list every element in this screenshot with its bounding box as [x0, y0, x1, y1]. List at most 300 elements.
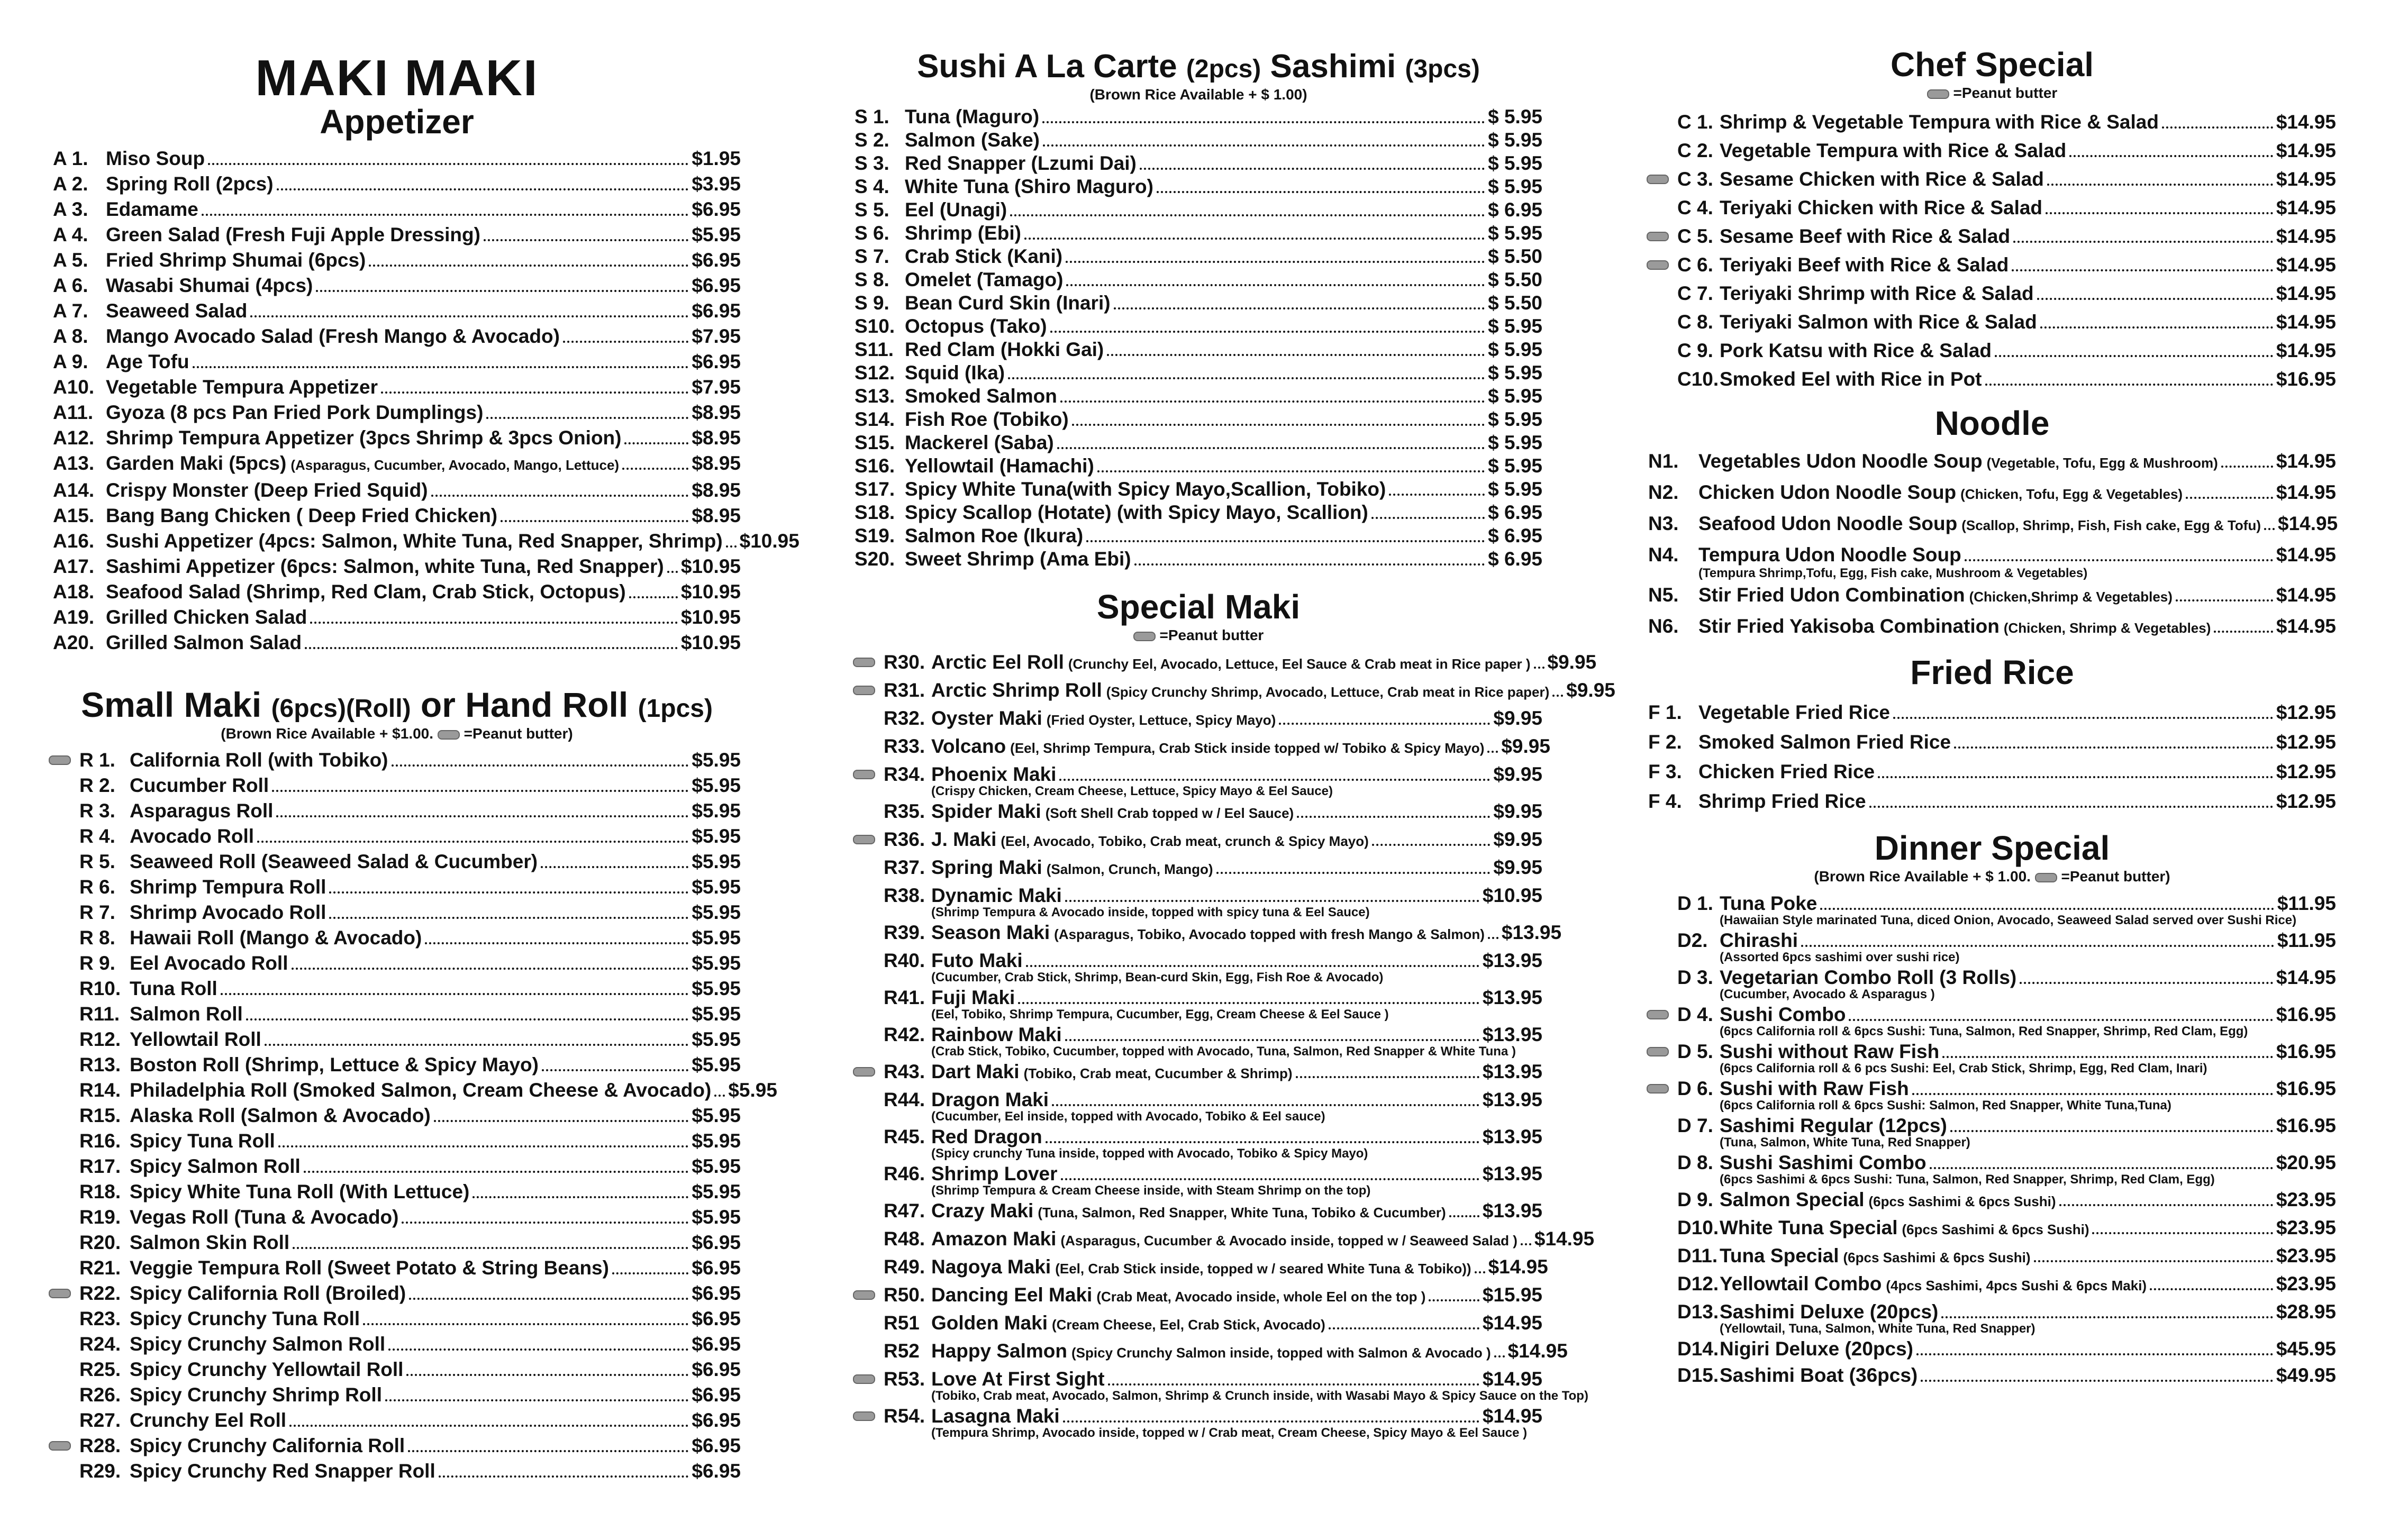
dot-leader	[501, 520, 688, 522]
item-subdescription: (Tempura Shrimp,Tofu, Egg, Fish cake, Mushroom & Vegetables)	[1698, 566, 2088, 580]
peanut-butter-icon	[2035, 873, 2057, 882]
menu-item	[884, 1124, 1542, 1150]
menu-item	[1677, 1187, 2336, 1215]
dot-leader	[329, 917, 688, 919]
dot-leader	[563, 341, 688, 343]
item-name: Crispy Monster (Deep Fried Squid)	[106, 479, 428, 501]
dot-leader	[257, 841, 688, 843]
item-description: (6pcs Sashimi & 6pcs Sushi)	[1868, 1193, 2056, 1209]
item-price: $ 6.95	[1488, 525, 1542, 546]
item-name: Teriyaki Chicken with Rice & Salad	[1720, 197, 2043, 218]
item-name: White Tuna (Shiro Maguro)	[905, 176, 1153, 197]
dot-leader	[1050, 331, 1485, 333]
dot-leader	[484, 239, 688, 241]
item-code: A20.	[53, 632, 95, 653]
dot-leader	[1018, 1002, 1479, 1004]
item-price: $ 6.95	[1488, 502, 1542, 523]
item-price: $13.95	[1482, 1126, 1542, 1147]
item-name: California Roll (with Tobiko)	[130, 749, 388, 771]
item-name: Octopus (Tako)	[905, 315, 1047, 337]
menu-item	[79, 1205, 741, 1230]
item-price: $14.95	[2276, 615, 2336, 637]
dot-leader	[2047, 184, 2273, 186]
item-code: A 1.	[53, 148, 88, 169]
dot-leader	[1060, 400, 1485, 403]
item-code: C 4.	[1677, 197, 1713, 218]
dot-leader	[316, 290, 688, 292]
small-maki-list	[79, 748, 777, 1484]
menu-item	[1677, 890, 2336, 917]
menu-item	[855, 222, 1542, 245]
item-name: Arctic Eel Roll	[931, 651, 1064, 673]
item-description: (Asparagus, Cucumber & Avocado inside, topped w / Seaweed Salad )	[1060, 1233, 1517, 1249]
item-code: S 1.	[855, 106, 889, 127]
item-price: $14.95	[2276, 584, 2336, 606]
item-price: $13.95	[1482, 1089, 1542, 1110]
item-price: $13.95	[1482, 1163, 1542, 1184]
item-code: R33.	[884, 735, 925, 757]
menu-item	[884, 1226, 1595, 1254]
item-code: D 8.	[1677, 1152, 1713, 1173]
dot-leader	[406, 1374, 688, 1376]
item-name: Phoenix Maki	[931, 763, 1057, 785]
item-price: $11.95	[2277, 892, 2336, 914]
item-name: Omelet (Tamago)	[905, 269, 1064, 290]
item-price: $8.95	[692, 427, 741, 449]
dot-leader	[2037, 298, 2273, 300]
item-code: R 3.	[79, 800, 115, 822]
menu-item	[53, 554, 741, 579]
item-price: $14.95	[1534, 1228, 1595, 1250]
dot-leader	[1921, 1380, 2273, 1382]
item-price: $9.95	[1566, 679, 1615, 701]
item-name: Salmon Special	[1720, 1189, 1865, 1210]
item-subdescription: (Tuna, Salmon, White Tuna, Red Snapper)	[1720, 1135, 1970, 1150]
item-price: $5.95	[692, 1181, 741, 1202]
menu-item	[884, 677, 1615, 705]
noodle-heading: Noodle	[1934, 404, 2050, 442]
item-subdescription: (6pcs Sashimi & 6pcs Sushi: Tuna, Salmon, Red Snapper, Shrimp, Red Clam, Egg)	[1720, 1172, 2215, 1187]
menu-item	[79, 824, 741, 849]
item-price: $1.95	[692, 148, 741, 169]
item-code: A19.	[53, 606, 95, 628]
menu-item	[1648, 612, 2336, 643]
menu-item	[1677, 1076, 2336, 1102]
item-price: $9.95	[1501, 735, 1550, 757]
menu-item	[53, 248, 741, 273]
item-price: $5.95	[692, 1206, 741, 1228]
menu-item	[1648, 478, 2336, 509]
item-code: R53.	[884, 1368, 925, 1390]
item-name: Arctic Shrimp Roll	[931, 679, 1102, 701]
item-code: D 7.	[1677, 1115, 1713, 1136]
dot-leader	[409, 1298, 688, 1300]
item-price: $9.95	[1493, 828, 1542, 850]
item-price: $5.95	[692, 749, 741, 771]
menu-item	[79, 798, 741, 824]
dot-leader	[486, 417, 688, 419]
item-code: D 5.	[1677, 1041, 1713, 1062]
special-maki-note: =Peanut butter	[855, 627, 1542, 644]
item-name: Vegetable Tempura with Rice & Salad	[1720, 140, 2067, 161]
item-price: $5.95	[692, 1155, 741, 1177]
dot-leader	[1108, 1383, 1479, 1386]
item-name: Vegas Roll (Tuna & Avocado)	[130, 1206, 399, 1228]
item-price: $14.95	[1482, 1312, 1542, 1334]
dot-leader	[2092, 1232, 2273, 1234]
dot-leader	[1942, 1056, 2273, 1058]
menu-item	[79, 1128, 741, 1154]
item-code: A12.	[53, 427, 95, 449]
item-price: $5.95	[692, 927, 741, 949]
dot-leader	[1329, 1327, 1479, 1329]
item-price: $14.95	[2276, 481, 2336, 503]
item-code: R10.	[79, 978, 121, 999]
item-code: R54.	[884, 1405, 925, 1427]
item-price: $ 5.95	[1488, 106, 1542, 127]
peanut-butter-icon	[853, 770, 875, 779]
item-price: $11.95	[2277, 930, 2336, 951]
item-name: Chicken Udon Noodle Soup	[1698, 481, 1957, 503]
item-price: $ 5.95	[1488, 408, 1542, 430]
item-price: $12.95	[2276, 790, 2336, 812]
menu-item	[1677, 1001, 2336, 1028]
item-code: R38.	[884, 885, 925, 906]
item-name: Garden Maki (5pcs)	[106, 452, 287, 474]
dot-leader	[2059, 1204, 2273, 1206]
item-price: $8.95	[692, 452, 741, 474]
item-code: R 2.	[79, 774, 115, 796]
item-code: S 3.	[855, 152, 889, 174]
item-name: Spicy White Tuna(with Spicy Mayo,Scallion, Tobiko)	[905, 478, 1386, 500]
dot-leader	[2034, 1260, 2273, 1262]
menu-item	[884, 649, 1597, 677]
item-price: $9.95	[1493, 763, 1542, 785]
item-price: $14.95	[2276, 197, 2336, 218]
item-price: $13.95	[1482, 950, 1542, 971]
item-code: A13.	[53, 452, 95, 474]
dot-leader	[1878, 776, 2273, 778]
item-price: $6.95	[692, 351, 741, 372]
appetizer-heading: Appetizer	[320, 103, 474, 141]
menu-item	[855, 524, 1542, 548]
item-code: R43.	[884, 1061, 925, 1082]
item-name: Spicy Salmon Roll	[130, 1155, 301, 1177]
dot-leader	[293, 1247, 688, 1249]
dot-leader	[276, 815, 688, 817]
dot-leader	[1216, 872, 1491, 874]
item-code: R44.	[884, 1089, 925, 1110]
menu-item	[884, 1282, 1542, 1310]
item-code: D 3.	[1677, 967, 1713, 988]
item-name: Sashimi Deluxe (20pcs)	[1720, 1301, 1939, 1323]
item-price: $5.95	[692, 876, 741, 898]
dot-leader	[612, 1272, 688, 1274]
item-price: $5.95	[692, 952, 741, 974]
item-code: R51	[884, 1312, 920, 1334]
item-description: (Asparagus, Tobiko, Avocado topped with fresh Mango & Salmon)	[1054, 926, 1485, 942]
menu-item	[884, 705, 1542, 733]
item-name: Shrimp Tempura Roll	[130, 876, 326, 898]
item-name: Spicy Tuna Roll	[130, 1130, 275, 1152]
item-subdescription: (Tempura Shrimp, Avocado inside, topped w / Crab meat, Cream Cheese, Spicy Mayo & Eel Sauce )	[931, 1426, 1528, 1440]
dot-leader	[265, 1044, 689, 1046]
item-code: R28.	[79, 1435, 121, 1456]
menu-item	[53, 197, 741, 222]
item-subdescription: (Cucumber, Eel inside, topped with Avocado, Tobiko & Eel sauce)	[931, 1109, 1325, 1124]
menu-item	[855, 501, 1542, 524]
item-price: $ 5.50	[1488, 292, 1542, 314]
item-code: N4.	[1648, 544, 1679, 566]
item-name: Spicy Crunchy California Roll	[130, 1435, 405, 1456]
menu-item	[1677, 308, 2336, 336]
small-maki-heading: Small Maki (6pcs)(Roll) or Hand Roll (1pcs)	[81, 685, 713, 724]
dot-leader	[250, 315, 688, 317]
item-code: R23.	[79, 1308, 121, 1329]
dot-leader	[1820, 908, 2274, 910]
item-name: Tuna Poke	[1720, 892, 1817, 914]
menu-item	[79, 1357, 741, 1382]
item-price: $14.95	[2276, 283, 2336, 304]
menu-item	[79, 1306, 741, 1332]
item-code: R20.	[79, 1232, 121, 1253]
dot-leader	[1389, 494, 1485, 496]
dot-leader	[289, 1425, 688, 1427]
item-name: Lasagna Maki	[931, 1405, 1060, 1427]
menu-item	[884, 1254, 1548, 1282]
noodle-list	[1648, 446, 2336, 643]
menu-item	[855, 361, 1542, 385]
menu-item	[884, 947, 1542, 974]
dot-leader	[667, 571, 678, 573]
item-description: (Chicken,Shrimp & Vegetables)	[1969, 589, 2173, 605]
item-price: $ 5.95	[1488, 176, 1542, 197]
item-name: Grilled Chicken Salad	[106, 606, 307, 628]
item-price: $6.95	[692, 1384, 741, 1406]
item-code: R26.	[79, 1384, 121, 1406]
dot-leader	[1057, 447, 1485, 449]
item-name: Salmon Roe (Ikura)	[905, 525, 1084, 546]
item-price: $6.95	[692, 1333, 741, 1355]
item-price: $6.95	[692, 1460, 741, 1482]
item-price: $6.95	[692, 1257, 741, 1279]
item-code: R31.	[884, 679, 925, 701]
dot-leader	[221, 993, 689, 995]
dot-leader	[431, 495, 689, 497]
menu-item	[884, 761, 1542, 788]
item-name: Asparagus Roll	[130, 800, 274, 822]
item-code: S18.	[855, 502, 895, 523]
item-code: S 8.	[855, 269, 889, 290]
item-price: $9.95	[1547, 651, 1597, 673]
dot-leader	[622, 468, 688, 470]
menu-item	[855, 431, 1542, 454]
item-code: R29.	[79, 1460, 121, 1482]
item-name: Fuji Maki	[931, 987, 1015, 1008]
menu-item	[1677, 1150, 2336, 1176]
item-code: F 3.	[1648, 761, 1682, 782]
item-name: Chicken Fried Rice	[1698, 761, 1875, 782]
item-description: (Soft Shell Crab topped w / Eel Sauce)	[1045, 805, 1294, 821]
peanut-butter-icon	[1647, 1047, 1669, 1056]
item-code: R15.	[79, 1105, 121, 1126]
item-price: $12.95	[2276, 701, 2336, 723]
item-code: A15.	[53, 505, 95, 526]
item-name: Sesame Chicken with Rice & Salad	[1720, 168, 2044, 190]
dot-leader	[1552, 695, 1563, 697]
item-name: Season Maki	[931, 922, 1050, 943]
item-name: Nigiri Deluxe (20pcs)	[1720, 1338, 1914, 1360]
item-price: $14.95	[2276, 967, 2336, 988]
item-name: Sushi Appetizer (4pcs: Salmon, White Tuna, Red Snapper, Shrimp)	[106, 530, 723, 552]
item-price: $5.95	[692, 978, 741, 999]
peanut-butter-icon	[1647, 1010, 1669, 1019]
item-code: R18.	[79, 1181, 121, 1202]
item-name: Spicy Crunchy Tuna Roll	[130, 1308, 360, 1329]
item-code: S16.	[855, 455, 895, 477]
menu-item	[79, 1001, 741, 1027]
item-code: D10.	[1677, 1217, 1719, 1238]
dot-leader	[1065, 1039, 1479, 1041]
dot-leader	[1010, 214, 1485, 216]
item-price: $ 5.95	[1488, 455, 1542, 477]
item-code: R41.	[884, 987, 925, 1008]
item-code: R 6.	[79, 876, 115, 898]
item-description: (6pcs Sashimi & 6pcs Sushi)	[1843, 1250, 2031, 1265]
menu-item	[79, 1154, 741, 1179]
item-code: R39.	[884, 922, 925, 943]
peanut-butter-icon	[853, 1411, 875, 1421]
item-code: D 6.	[1677, 1078, 1713, 1099]
item-name: Shrimp Fried Rice	[1698, 790, 1866, 812]
dot-leader	[1063, 1420, 1479, 1423]
item-subdescription: (6pcs California roll & 6pcs Sushi: Tuna, Salmon, Red Snapper, Shrimp, Red Clam, Egg)	[1720, 1024, 2248, 1038]
menu-item	[884, 1022, 1542, 1048]
item-code: S 9.	[855, 292, 889, 314]
item-name: Teriyaki Beef with Rice & Salad	[1720, 254, 2009, 276]
item-name: Spring Maki	[931, 856, 1042, 878]
item-description: (Spicy Crunchy Salmon inside, topped with Salmon & Avocado )	[1071, 1345, 1491, 1361]
item-price: $14.95	[1507, 1340, 1568, 1362]
item-price: $14.95	[2276, 450, 2336, 472]
menu-item	[53, 451, 741, 478]
dot-leader	[1024, 238, 1485, 240]
item-subdescription: (Assorted 6pcs sashimi over sushi rice)	[1720, 950, 1960, 964]
item-code: R17.	[79, 1155, 121, 1177]
dot-leader	[310, 622, 677, 624]
appetizer-list	[53, 146, 799, 655]
item-name: Spicy White Tuna Roll (With Lettuce)	[130, 1181, 470, 1202]
menu-item	[79, 773, 741, 798]
peanut-butter-icon	[853, 1374, 875, 1384]
menu-item	[1677, 108, 2336, 136]
item-code: R36.	[884, 828, 925, 850]
item-price: $10.95	[1482, 885, 1542, 906]
menu-item	[884, 826, 1542, 854]
dot-leader	[1941, 1316, 2273, 1318]
item-code: S15.	[855, 432, 895, 453]
item-name: Sushi with Raw Fish	[1720, 1078, 1909, 1099]
item-code: A17.	[53, 555, 95, 577]
item-code: A18.	[53, 581, 95, 603]
menu-item	[855, 338, 1542, 361]
menu-item	[855, 175, 1542, 198]
item-description: (Asparagus, Cucumber, Avocado, Mango, Lettuce)	[290, 457, 620, 473]
item-name: White Tuna Special	[1720, 1217, 1898, 1238]
item-name: Red Clam (Hokki Gai)	[905, 339, 1104, 360]
item-name: Red Snapper (Lzumi Dai)	[905, 152, 1137, 174]
dot-leader	[1494, 1355, 1505, 1357]
item-code: S20.	[855, 548, 895, 570]
dot-leader	[624, 442, 688, 444]
item-price: $8.95	[692, 402, 741, 423]
item-price: $28.95	[2276, 1301, 2336, 1323]
item-price: $10.95	[680, 606, 741, 628]
menu-item	[855, 548, 1542, 571]
dot-leader	[1893, 717, 2273, 719]
item-name: J. Maki	[931, 828, 997, 850]
dot-leader	[1042, 121, 1485, 123]
dot-leader	[1157, 191, 1485, 193]
menu-item	[79, 1078, 777, 1103]
item-name: Boston Roll (Shrimp, Lettuce & Spicy Mayo)	[130, 1054, 539, 1076]
peanut-butter-icon	[853, 835, 875, 844]
dot-leader	[1279, 723, 1490, 725]
dot-leader	[363, 1323, 688, 1325]
item-code: A14.	[53, 479, 95, 501]
item-code: R22.	[79, 1282, 121, 1304]
item-price: $49.95	[2276, 1364, 2336, 1386]
item-code: D15.	[1677, 1364, 1719, 1386]
item-code: C 6.	[1677, 254, 1713, 276]
item-name: Spicy Crunchy Yellowtail Roll	[130, 1359, 404, 1380]
item-price: $14.95	[2276, 140, 2336, 161]
item-name: Spicy California Roll (Broiled)	[130, 1282, 406, 1304]
item-price: $23.95	[2276, 1245, 2336, 1266]
item-price: $14.95	[2276, 168, 2336, 190]
item-name: Alaska Roll (Salmon & Avocado)	[130, 1105, 431, 1126]
item-price: $5.95	[692, 1028, 741, 1050]
menu-item	[79, 1179, 741, 1205]
item-code: C 5.	[1677, 225, 1713, 247]
item-code: R 1.	[79, 749, 115, 771]
item-name: Yellowtail Roll	[130, 1028, 261, 1050]
item-subdescription: (Yellowtail, Tuna, Salmon, White Tuna, Red Snapper)	[1720, 1322, 2035, 1336]
item-price: $ 5.95	[1488, 478, 1542, 500]
menu-item	[79, 874, 741, 900]
item-price: $5.95	[728, 1079, 777, 1101]
item-name: Yellowtail (Hamachi)	[905, 455, 1094, 477]
item-price: $ 5.95	[1488, 362, 1542, 384]
item-name: Shrimp Lover	[931, 1163, 1058, 1184]
item-description: (Eel, Shrimp Tempura, Crab Stick inside topped w/ Tobiko & Spicy Mayo)	[1010, 740, 1485, 756]
dot-leader	[439, 1475, 689, 1478]
menu-item	[53, 298, 741, 324]
fried-rice-list	[1648, 698, 2336, 816]
peanut-butter-icon	[438, 730, 460, 740]
menu-item	[79, 1332, 741, 1357]
dot-leader	[1066, 284, 1485, 286]
dot-leader	[1097, 470, 1485, 472]
peanut-butter-icon	[1927, 89, 1949, 99]
item-name: Mackerel (Saba)	[905, 432, 1054, 453]
item-name: Spicy Scallop (Hotate) (with Spicy Mayo, Scallion)	[905, 502, 1368, 523]
menu-item	[79, 1382, 741, 1408]
item-name: Shrimp Tempura Appetizer (3pcs Shrimp & 3pcs Onion)	[106, 427, 622, 449]
dinner-special-heading: Dinner Special	[1874, 829, 2110, 867]
dot-leader	[1429, 1299, 1479, 1301]
dot-leader	[208, 163, 688, 165]
